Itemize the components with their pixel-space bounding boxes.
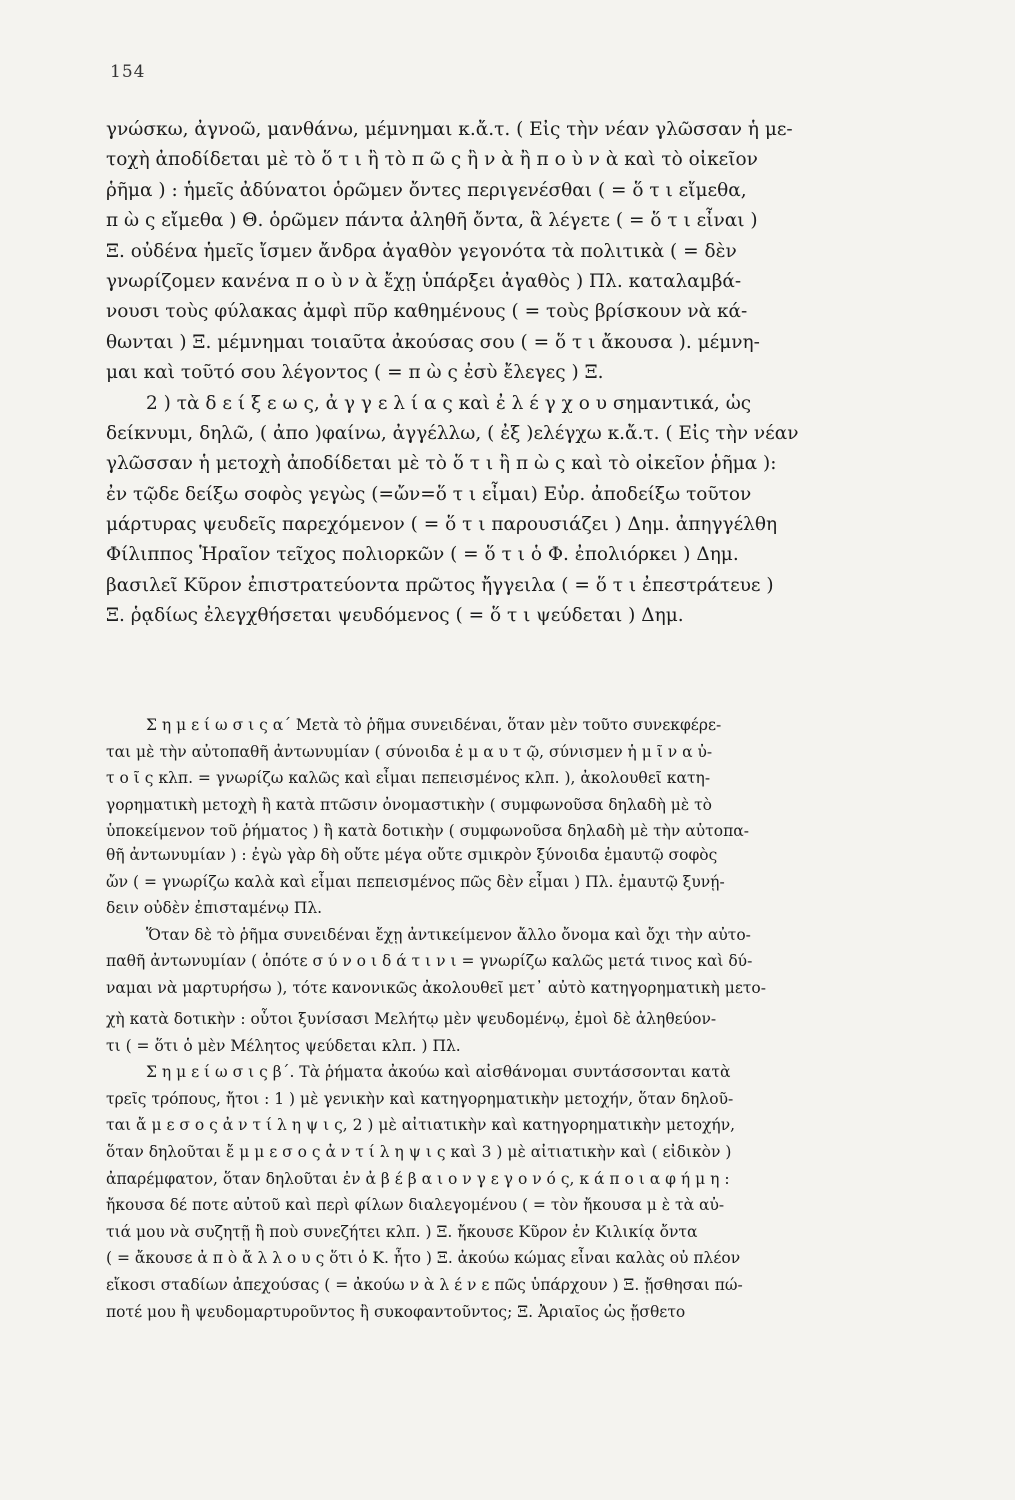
text-line: τ ο ῖ ς κλπ. = γνωρίζω καλῶς καὶ εἶμαι πεπεισμένος κλπ. ), ἀκολουθεῖ κατη- bbox=[106, 769, 711, 788]
paragraph-1 bbox=[106, 115, 962, 632]
text-line: ῥῆμα ) : ἡμεῖς ἀδύνατοι ὁρῶμεν ὄντες περιγενέσθαι ( = ὅ τ ι εἴμεθα, bbox=[106, 179, 747, 201]
text-line: μαι καὶ τοῦτό σου λέγοντος ( = π ὼ ς ἐσὺ ἔλεγες ) Ξ. bbox=[106, 362, 604, 384]
text-line: βασιλεῖ Κῦρον ἐπιστρατεύοντα πρῶτος ἤγγειλα ( = ὅ τ ι ἐπεστράτευε ) bbox=[106, 574, 774, 596]
text-line: μάρτυρας ψευδεῖς παρεχόμενον ( = ὅ τ ι παρουσιάζει ) Δημ. ἀπηγγέλθη bbox=[106, 514, 778, 536]
text-line: ἀπαρέμφατον, ὅταν δηλοῦται ἐν ἀ β έ β α ι ο ν γ ε γ ο ν ό ς, κ ά π ο ι α φ ή μ η : bbox=[106, 1169, 730, 1188]
text-line: νουσι τοὺς φύλακας ἀμφὶ πῦρ καθημένους ( = τοὺς βρίσκουν νὰ κά- bbox=[106, 301, 748, 323]
note-alpha-continued bbox=[106, 842, 962, 1002]
text-line: Φίλιππος Ἡραῖον τεῖχος πολιορκῶν ( = ὅ τ ι ὁ Φ. ἐπολιόρκει ) Δημ. bbox=[106, 544, 739, 566]
text-line: Σ η μ ε ί ω σ ι ς β΄. Τὰ ῥήματα ἀκούω καὶ αἰσθάνομαι συντάσσονται κατὰ bbox=[146, 1063, 731, 1082]
text-line: εἴκοσι σταδίων ἀπεχούσας ( = ἀκούω ν ὰ λ έ ν ε πῶς ὑπάρχουν ) Ξ. ᾔσθησαι πώ- bbox=[106, 1275, 743, 1294]
text-line: ὤν ( = γνωρίζω καλὰ καὶ εἶμαι πεπεισμένος πῶς δὲν εἶμαι ) Πλ. ἐμαυτῷ ξυνῄ- bbox=[106, 872, 725, 891]
text-line: Ξ. ῥᾳδίως ἐλεγχθήσεται ψευδόμενος ( = ὅ τ ι ψεύδεται ) Δημ. bbox=[106, 605, 684, 627]
text-line: τιά μου νὰ συζητῇ ἢ ποὺ συνεζήτει κλπ. ) Ξ. ἤκουσε Κῦρον ἐν Κιλικίᾳ ὄντα bbox=[106, 1222, 698, 1241]
text-line: θωνται ) Ξ. μέμνημαι τοιαῦτα ἀκούσας σου ( = ὅ τ ι ἄκουσα ). μέμνη- bbox=[106, 331, 760, 353]
text-line: 2 ) τὰ δ ε ί ξ ε ω ς, ἀ γ γ ε λ ί α ς καὶ ἐ λ έ γ χ ο υ σημαντικά, ὡς bbox=[146, 392, 752, 414]
text-line: τοχὴ ἀποδίδεται μὲ τὸ ὅ τ ι ἢ τὸ π ῶ ς ἢ ν ὰ ἢ π ο ὺ ν ὰ καὶ τὸ οἰκεῖον bbox=[106, 149, 758, 171]
text-line: θῆ ἀντωνυμίαν ) : ἐγὼ γὰρ δὴ οὔτε μέγα οὔτε σμικρὸν ξύνοιδα ἐμαυτῷ σοφὸς bbox=[106, 846, 718, 864]
text-line: Ξ. οὐδένα ἡμεῖς ἴσμεν ἄνδρα ἀγαθὸν γεγονότα τὰ πολιτικὰ ( = δὲν bbox=[106, 240, 737, 262]
text-line: ται ἄ μ ε σ ο ς ἀ ν τ ί λ η ψ ι ς, 2 ) μὲ αἰτιατικὴν καὶ κατηγορηματικὴν μετοχήν, bbox=[106, 1116, 736, 1135]
text-line: ἐν τῷδε δείξω σοφὸς γεγὼς (=ὤν=ὅ τ ι εἶμαι) Εὐρ. ἀποδείξω τοῦτον bbox=[106, 483, 752, 505]
text-line: γνωρίζομεν κανένα π ο ὺ ν ὰ ἔχῃ ὑπάρξει ἀγαθὸς ) Πλ. καταλαμβά- bbox=[106, 270, 742, 292]
text-line: Σ η μ ε ί ω σ ι ς α΄ Μετὰ τὸ ῥῆμα συνειδέναι, ὅταν μὲν τοῦτο συνεκφέρε- bbox=[146, 716, 722, 734]
text-line: ( = ἄκουσε ἀ π ὸ ἄ λ λ ο υ ς ὅτι ὁ Κ. ἦτο ) Ξ. ἀκούω κώμας εἶναι καλὰς οὐ πλέον bbox=[106, 1249, 741, 1268]
text-line: Ὅταν δὲ τὸ ῥῆμα συνειδέναι ἔχῃ ἀντικείμενον ἄλλο ὄνομα καὶ ὄχι τὴν αὐτο- bbox=[146, 925, 751, 944]
text-line: τι ( = ὅτι ὁ μὲν Μέλητος ψεύδεται κλπ. ) Πλ. bbox=[106, 1036, 461, 1055]
text-line: ὑποκείμενον τοῦ ῥήματος ) ἢ κατὰ δοτικὴν ( συμφωνοῦσα δηλαδὴ μὲ τὴν αὐτοπα- bbox=[106, 822, 749, 841]
note-beta bbox=[106, 1006, 962, 1325]
text-line: τρεῖς τρόπους, ἤτοι : 1 ) μὲ γενικὴν καὶ κατηγορηματικὴν μετοχήν, ὅταν δηλοῦ- bbox=[106, 1089, 734, 1108]
text-line: γορηματικὴ μετοχὴ ἢ κατὰ πτῶσιν ὀνομαστικὴν ( συμφωνοῦσα δηλαδὴ μὲ τὸ bbox=[106, 795, 713, 814]
text-line: ἤκουσα δέ ποτε αὐτοῦ καὶ περὶ φίλων διαλεγομένου ( = τὸν ἤκουσα μ ὲ τὰ αὐ- bbox=[106, 1196, 725, 1215]
text-line: ται μὲ τὴν αὐτοπαθῆ ἀντωνυμίαν ( σύνοιδα ἐ μ α υ τ ῷ, σύνισμεν ἡ μ ῖ ν α ὐ- bbox=[106, 742, 713, 761]
note-alpha bbox=[106, 712, 962, 845]
text-line: παθῆ ἀντωνυμίαν ( ὁπότε σ ύ ν ο ι δ ά τ ι ν ι = γνωρίζω καλῶς μετά τινος καὶ δύ- bbox=[106, 952, 753, 971]
text-line: ὅταν δηλοῦται ἔ μ μ ε σ ο ς ἀ ν τ ί λ η ψ ι ς καὶ 3 ) μὲ αἰτιατικὴν καὶ ( εἰδικὸν ) bbox=[106, 1142, 732, 1161]
text-line: δειν οὐδὲν ἐπισταμένῳ Πλ. bbox=[106, 899, 323, 918]
text-line: γνώσκω, ἀγνοῶ, μανθάνω, μέμνημαι κ.ἄ.τ. ( Εἰς τὴν νέαν γλῶσσαν ἡ με- bbox=[106, 119, 793, 140]
text-line: δείκνυμι, δηλῶ, ( ἀπο )φαίνω, ἀγγέλλω, ( ἐξ )ελέγχω κ.ἄ.τ. ( Εἰς τὴν νέαν bbox=[106, 422, 799, 444]
text-line: ναμαι νὰ μαρτυρήσω ), τότε κανονικῶς ἀκολουθεῖ μετ᾽ αὐτὸ κατηγορηματικὴ μετο- bbox=[106, 978, 766, 997]
text-line: ποτέ μου ἢ ψευδομαρτυροῦντος ἢ συκοφαντοῦντος; Ξ. Ἀριαῖος ὡς ᾔσθετο bbox=[106, 1302, 686, 1321]
page-number: 154 bbox=[110, 62, 146, 82]
text-line: χὴ κατὰ δοτικὴν : οὗτοι ξυνίσασι Μελήτῳ μὲν ψευδομένῳ, ἐμοὶ δὲ ἀληθεύον- bbox=[106, 1010, 717, 1028]
text-line: π ὼ ς εἴμεθα ) Θ. ὁρῶμεν πάντα ἀληθῆ ὄντα, ἃ λέγετε ( = ὅ τ ι εἶναι ) bbox=[106, 210, 758, 232]
text-line: γλῶσσαν ἡ μετοχὴ ἀποδίδεται μὲ τὸ ὅ τ ι ἢ π ὼ ς καὶ τὸ οἰκεῖον ῥῆμα ): bbox=[106, 453, 777, 475]
